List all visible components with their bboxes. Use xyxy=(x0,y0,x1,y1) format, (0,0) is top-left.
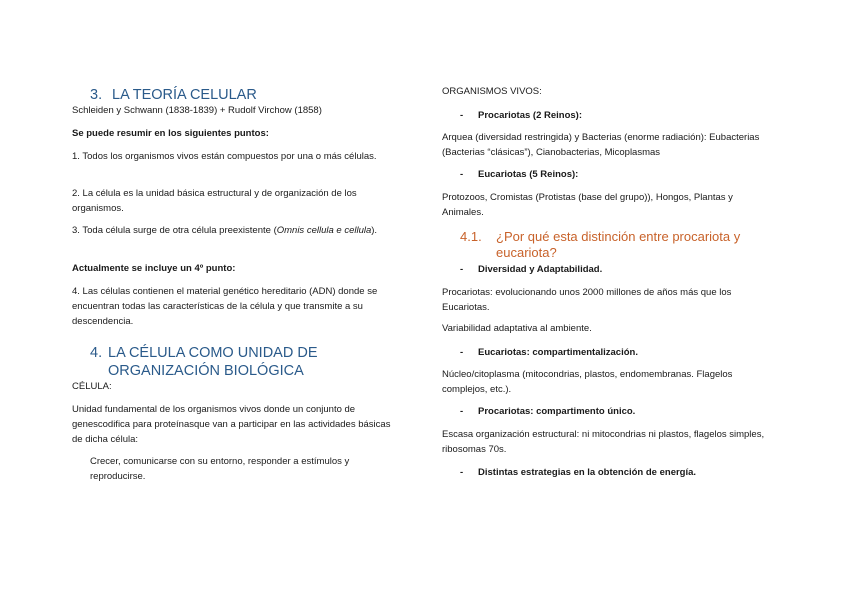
section-4-number: 4. xyxy=(90,345,103,361)
point-3-end: ). xyxy=(371,225,378,236)
organisms-label: ORGANISMOS VIVOS: xyxy=(442,86,542,97)
section-3-number: 3. xyxy=(90,87,103,103)
section-4-1-heading xyxy=(460,229,780,261)
dash: - xyxy=(460,110,464,121)
compartimento-unico-text: Escasa organización estructural: ni mitocondrias ni plastos, flagelos simples, ribosomas 70s. xyxy=(442,429,765,455)
diversidad-text: Procariotas: evolucionando unos 2000 millones de años más que los Eucariotas. xyxy=(442,287,732,313)
section-4-title: LA CÉLULA COMO UNIDAD DE ORGANIZACIÓN BIOLÓGICA xyxy=(108,345,318,379)
summary-intro: Se puede resumir en los siguientes puntos: xyxy=(72,128,269,139)
dash: - xyxy=(460,347,464,358)
bullet-eucariotas-label: Eucariotas (5 Reinos): xyxy=(478,169,579,180)
bullet-diversidad-label: Diversidad y Adaptabilidad. xyxy=(478,264,603,275)
point-3 xyxy=(72,223,384,238)
section-3-authors: Schleiden y Schwann (1838-1839) + Rudolf Virchow (1858) xyxy=(72,105,322,116)
fourth-point-intro: Actualmente se incluye un 4º punto: xyxy=(72,263,236,274)
section-4-1-title: ¿Por qué esta distinción entre procariota y eucariota? xyxy=(496,229,741,260)
point-4: 4. Las células contienen el material genético hereditario (ADN) donde se encuentran todas las características de la célula y que transmite a su descendencia. xyxy=(72,286,378,327)
bullet-energia-label: Distintas estrategias en la obtención de energía. xyxy=(478,467,697,478)
dash: - xyxy=(460,406,464,417)
section-3-title: LA TEORÍA CELULAR xyxy=(112,87,257,103)
bullet-compartimento-unico-label: Procariotas: compartimento único. xyxy=(478,406,636,417)
compartimentalizacion-text: Núcleo/citoplasma (mitocondrias, plastos, endomembranas. Flagelos complejos, etc.). xyxy=(442,369,733,395)
eucariotas-text: Protozoos, Cromistas (Protistas (base del grupo)), Hongos, Plantas y Animales. xyxy=(442,192,733,218)
cell-definition: Unidad fundamental de los organismos vivos donde un conjunto de genescodifica para proteínasque van a participar en las actividades básicas de dicha célula: xyxy=(72,404,391,445)
dash: - xyxy=(460,169,464,180)
cell-label: CÉLULA: xyxy=(72,381,112,392)
point-2: 2. La célula es la unidad básica estructural y de organización de los organismos. xyxy=(72,188,357,214)
bullet-compartimentalizacion-label: Eucariotas: compartimentalización. xyxy=(478,347,638,358)
dash: - xyxy=(460,467,464,478)
section-4-heading xyxy=(90,344,420,380)
dash: - xyxy=(460,264,464,275)
procariotas-text: Arquea (diversidad restringida) y Bacterias (enorme radiación): Eubacterias (Bacterias “clásicas”), Cianobacterias, Micoplasmas xyxy=(442,132,760,158)
variabilidad-text: Variabilidad adaptativa al ambiente. xyxy=(442,323,592,334)
section-4-1-number: 4.1. xyxy=(460,229,482,244)
point-3-latin: Omnis cellula e cellula xyxy=(276,225,372,236)
point-1: 1. Todos los organismos vivos están compuestos por una o más células. xyxy=(72,151,377,162)
point-3-text: 3. Toda célula surge de otra célula preexistente ( xyxy=(72,225,277,236)
bullet-procariotas-label: Procariotas (2 Reinos): xyxy=(478,110,582,121)
cell-activities: Crecer, comunicarse con su entorno, responder a estímulos y reproducirse. xyxy=(90,456,350,482)
section-3-heading xyxy=(90,86,410,104)
